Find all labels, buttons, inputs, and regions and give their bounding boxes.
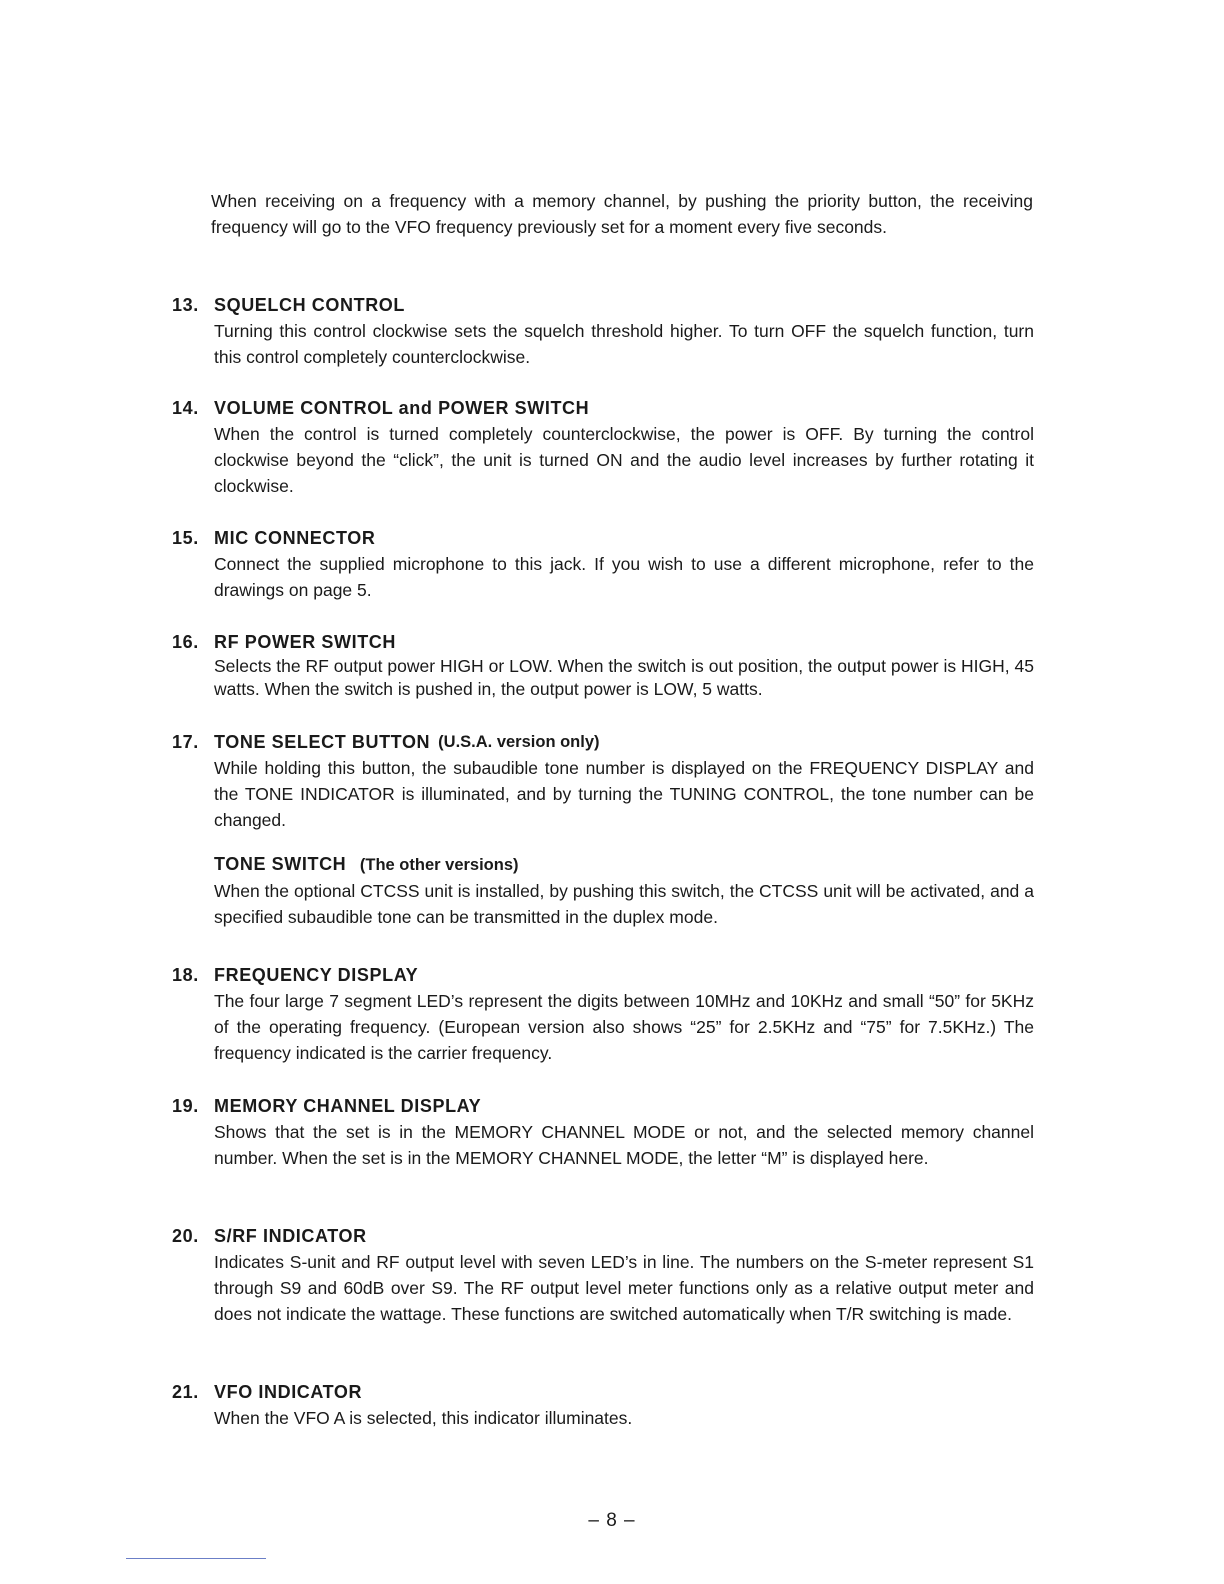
section-title: VFO INDICATOR (214, 1382, 363, 1402)
section-memory-channel-display (172, 1093, 1034, 1171)
section-srf-indicator (172, 1223, 1034, 1327)
section-title: VOLUME CONTROL and POWER SWITCH (214, 398, 590, 418)
intro-paragraph: When receiving on a frequency with a memory channel, by pushing the priority button, the receiving frequency will go to the VFO frequency previously set for a moment every five seconds. (211, 191, 1033, 237)
section-heading (172, 292, 1034, 318)
section-title-note: (U.S.A. version only) (438, 733, 600, 751)
section-title: RF POWER SWITCH (214, 632, 396, 652)
section-heading (172, 962, 1034, 988)
sub-title-note: (The other versions) (359, 856, 519, 874)
section-heading (172, 729, 1034, 755)
section-number: 16. (172, 632, 199, 652)
section-heading (172, 525, 1034, 551)
section-title: FREQUENCY DISPLAY (214, 965, 419, 985)
section-body: While holding this button, the subaudible tone number is displayed on the FREQUENCY DISPLAY and the TONE INDICATOR is illuminated, and by turning the TUNING CONTROL, the tone number can be changed. (214, 758, 1034, 830)
section-volume-power (172, 395, 1034, 499)
section-heading (172, 395, 1034, 421)
section-heading (172, 1093, 1034, 1119)
section-mic-connector (172, 525, 1034, 603)
sub-heading (214, 851, 1034, 878)
section-body: Selects the RF output power HIGH or LOW. When the switch is out position, the output power is HIGH, 45 watts. When the switch is pushed in, the output power is LOW, 5 watts. (214, 656, 1034, 699)
page-number: – 8 – (588, 1510, 636, 1531)
section-frequency-display (172, 962, 1034, 1066)
sub-title: TONE SWITCH (214, 854, 347, 874)
section-number: 19. (172, 1096, 199, 1116)
section-number: 15. (172, 528, 199, 548)
section-number: 13. (172, 295, 199, 315)
section-number: 14. (172, 398, 199, 418)
section-body: When the VFO A is selected, this indicator illuminates. (214, 1408, 633, 1428)
section-vfo-indicator (172, 1379, 1034, 1431)
footer-rule (126, 1558, 266, 1559)
section-body: Connect the supplied microphone to this jack. If you wish to use a different microphone, refer to the drawings on page 5. (214, 554, 1034, 600)
section-title: MEMORY CHANNEL DISPLAY (214, 1096, 482, 1116)
section-title: S/RF INDICATOR (214, 1226, 367, 1246)
section-body: The four large 7 segment LED’s represent the digits between 10MHz and 10KHz and small “50” for 5KHz of the operating frequency. (European version also shows “25” for 2.5KHz and “75” for 7.5KHz.) The frequency indicated is the carrier frequency. (214, 991, 1034, 1063)
section-number: 21. (172, 1382, 199, 1402)
section-body: When the control is turned completely counterclockwise, the power is OFF. By turning the control clockwise beyond the “click”, the unit is turned ON and the audio level increases by further rotating it clockwise. (214, 424, 1034, 496)
section-number: 18. (172, 965, 199, 985)
section-rf-power-switch (172, 629, 1034, 701)
section-title: SQUELCH CONTROL (214, 295, 405, 315)
section-title: MIC CONNECTOR (214, 528, 376, 548)
section-title: TONE SELECT BUTTON (214, 732, 431, 752)
section-body: Shows that the set is in the MEMORY CHANNEL MODE or not, and the selected memory channel number. When the set is in the MEMORY CHANNEL MODE, the letter “M” is displayed here. (214, 1122, 1034, 1168)
section-squelch-control (172, 292, 1034, 370)
section-number: 17. (172, 732, 199, 752)
section-body: Indicates S-unit and RF output level with seven LED’s in line. The numbers on the S-meter represent S1 through S9 and 60dB over S9. The RF output level meter functions only as a relative output meter and does not indicate the wattage. These functions are switched automatically when T/R switching is made. (214, 1252, 1034, 1324)
section-heading (172, 1223, 1034, 1249)
sub-body: When the optional CTCSS unit is installed, by pushing this switch, the CTCSS unit will be activated, and a specified subaudible tone can be transmitted in the duplex mode. (214, 881, 1034, 927)
section-tone-select (172, 729, 1034, 930)
section-heading (172, 629, 1034, 655)
section-number: 20. (172, 1226, 199, 1246)
section-heading (172, 1379, 1034, 1405)
section-body: Turning this control clockwise sets the squelch threshold higher. To turn OFF the squelch function, turn this control completely counterclockwise. (214, 321, 1034, 367)
